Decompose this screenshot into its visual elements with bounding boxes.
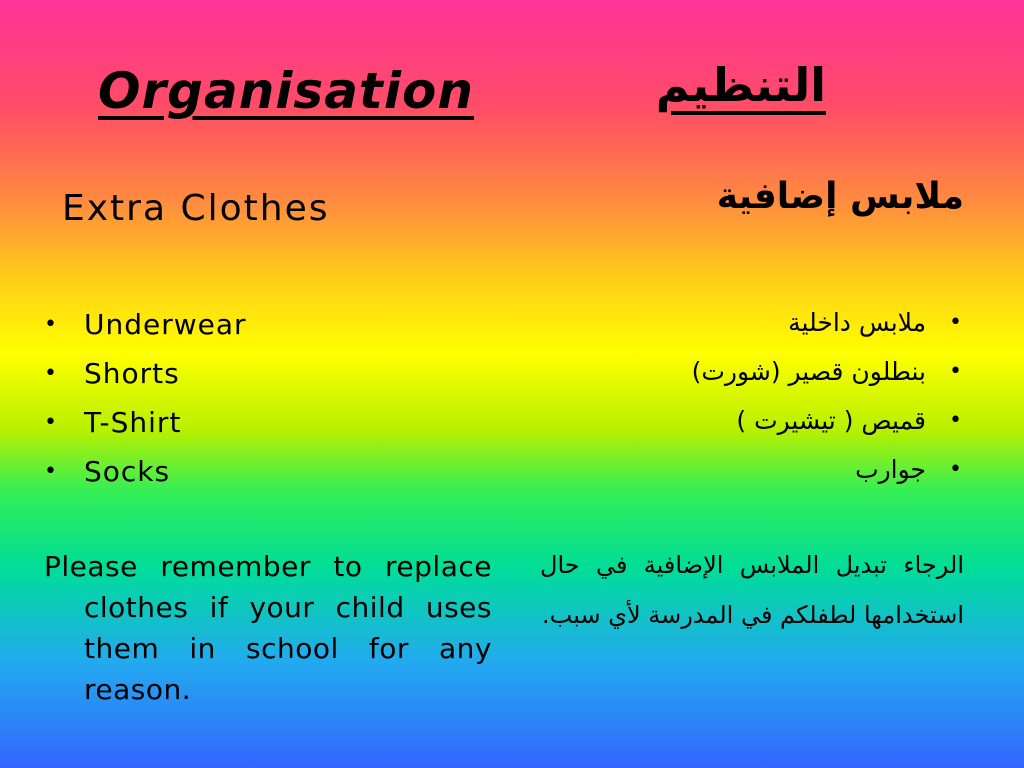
item-label: T-Shirt: [84, 406, 182, 439]
item-label: بنطلون قصير (شورت): [691, 357, 926, 386]
bullet-icon: •: [949, 408, 962, 433]
clothes-list-english: [44, 300, 464, 496]
list-item: [560, 347, 962, 396]
list-item: [44, 300, 464, 349]
item-label: Underwear: [84, 308, 247, 341]
item-label: ملابس داخلية: [788, 308, 926, 337]
item-label: Socks: [84, 455, 171, 488]
list-item: [44, 349, 464, 398]
bullet-icon: •: [949, 310, 962, 335]
list-item: [44, 398, 464, 447]
list-item: [560, 298, 962, 347]
subtitle-english: Extra Clothes: [62, 188, 330, 229]
bullet-icon: •: [44, 459, 58, 484]
list-item: [44, 447, 464, 496]
bullet-icon: •: [44, 410, 58, 435]
clothes-list-arabic: [560, 298, 962, 494]
reminder-note-arabic: الرجاء تبديل الملابس الإضافية في حال استخدامها لطفلكم في المدرسة لأي سبب.: [540, 551, 964, 629]
list-item: [560, 396, 962, 445]
reminder-note-english: Please remember to replace clothes if your child uses them in school for any reason.: [44, 550, 492, 706]
item-label: جوارب: [855, 455, 926, 484]
title-english: Organisation: [98, 62, 474, 120]
bullet-icon: •: [44, 361, 58, 386]
bullet-icon: •: [949, 457, 962, 482]
title-arabic: التنظيم: [655, 58, 826, 112]
item-label: قميص ( تيشيرت ): [736, 406, 926, 435]
bullet-icon: •: [949, 359, 962, 384]
list-item: [560, 445, 962, 494]
subtitle-arabic: ملابس إضافية: [716, 176, 964, 217]
bullet-icon: •: [44, 312, 58, 337]
item-label: Shorts: [84, 357, 180, 390]
